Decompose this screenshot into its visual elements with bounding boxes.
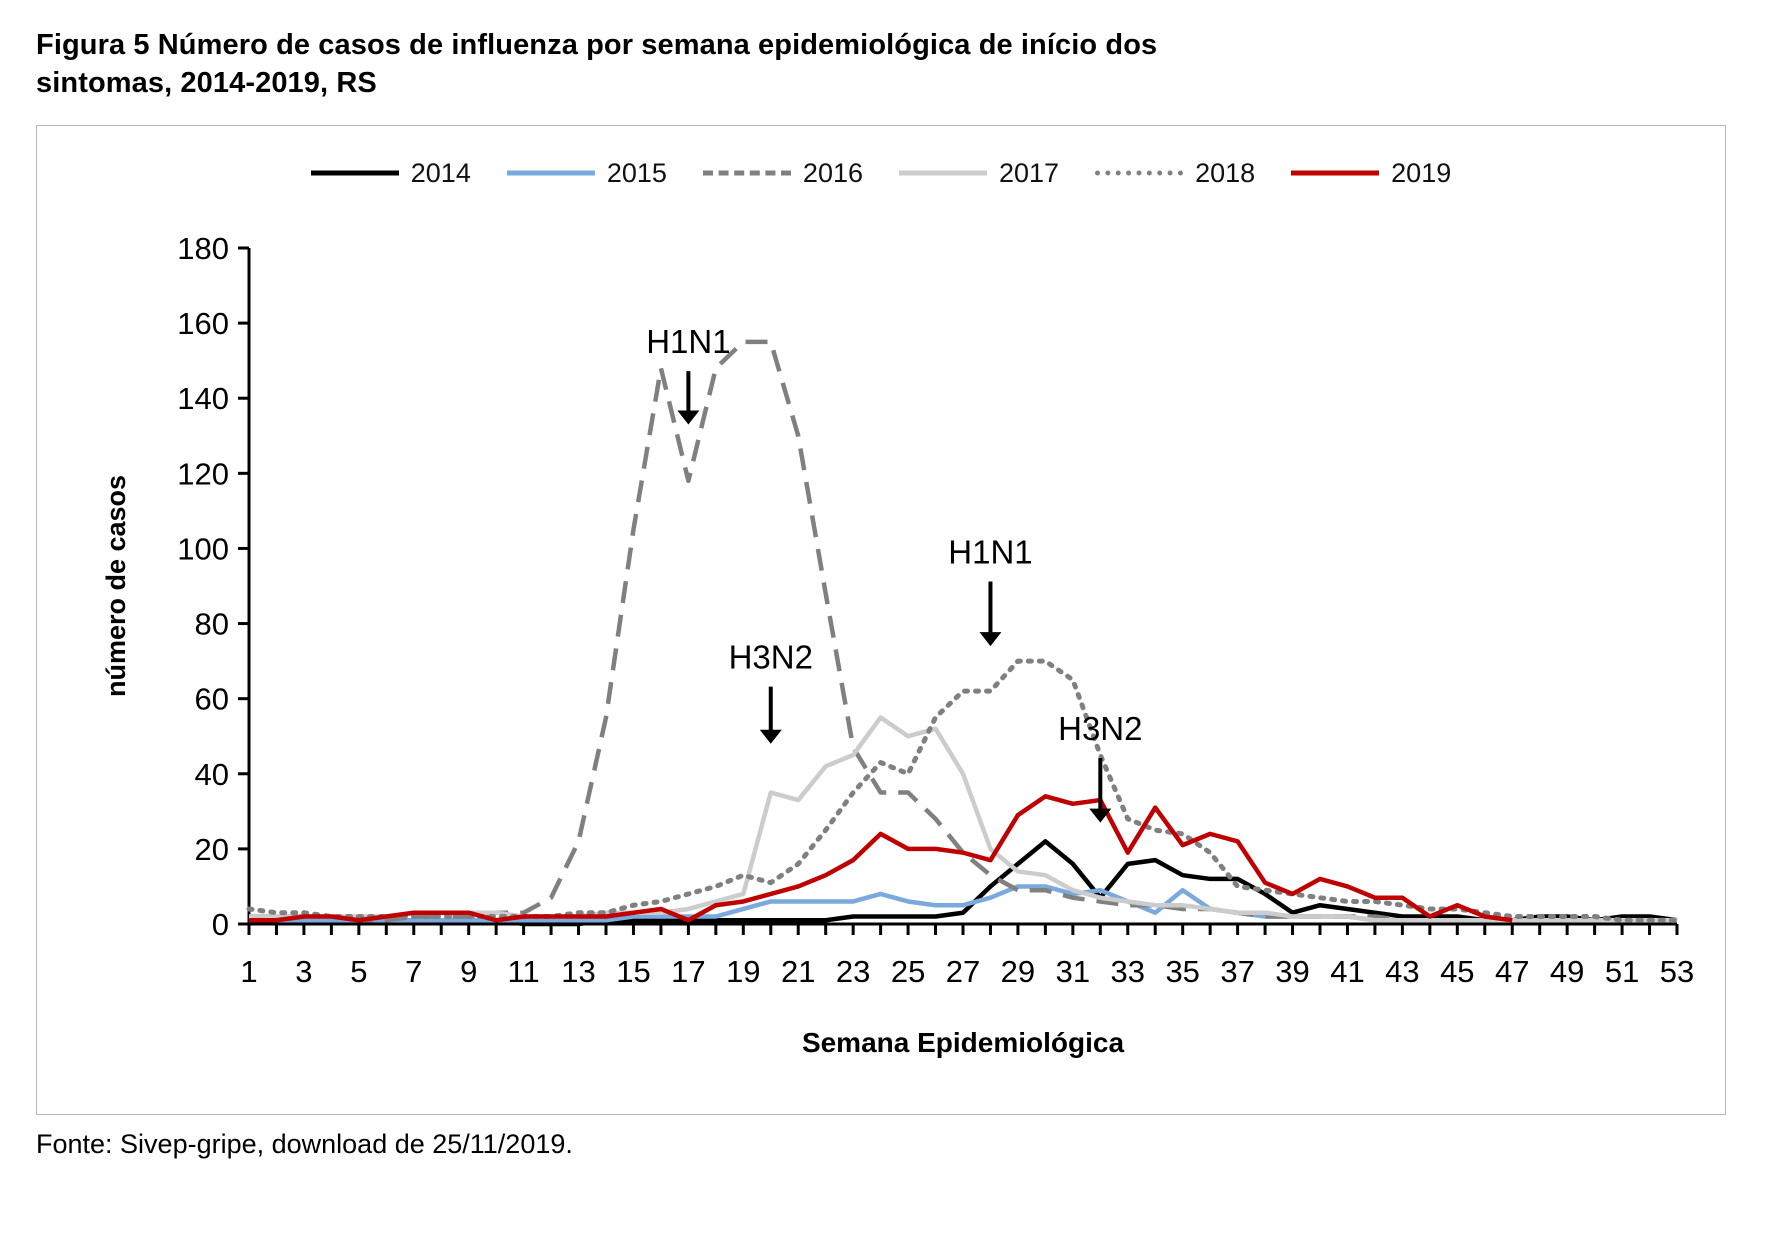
y-tick-label: 60 — [194, 681, 229, 717]
legend-item-2017 — [899, 158, 1059, 189]
figure-source: Fonte: Sivep-gripe, download de 25/11/2019. — [36, 1128, 573, 1159]
x-tick-label: 49 — [1549, 953, 1585, 989]
legend-item-2018 — [1095, 158, 1255, 189]
y-tick-label: 20 — [194, 831, 229, 867]
x-tick-label: 1 — [240, 953, 258, 989]
y-tick-label: 0 — [211, 906, 229, 942]
x-tick-label: 51 — [1604, 953, 1640, 989]
legend-key-2019 — [1291, 162, 1379, 184]
x-tick-label: 47 — [1494, 953, 1530, 989]
x-tick-label: 29 — [1000, 953, 1036, 989]
x-tick-label: 37 — [1220, 953, 1255, 989]
x-tick-label: 5 — [350, 953, 368, 989]
legend-key-2018 — [1095, 162, 1183, 184]
x-tick-label: 15 — [616, 953, 651, 989]
annotation-label: H1N1 — [646, 322, 731, 360]
y-tick-label: 140 — [177, 380, 229, 416]
figure-title-line-2: sintomas, 2014-2019, RS — [36, 67, 377, 100]
legend-label-2015: 2015 — [606, 157, 667, 188]
annotation-arrow-head — [760, 729, 782, 743]
x-tick-label: 35 — [1165, 953, 1200, 989]
x-tick-label: 33 — [1110, 953, 1146, 989]
legend-item-2019 — [1291, 158, 1451, 189]
x-tick-label: 39 — [1275, 953, 1310, 989]
y-tick-label: 40 — [194, 756, 229, 792]
annotation-label: H3N2 — [1058, 709, 1143, 747]
x-tick-label: 3 — [295, 953, 313, 989]
series-line-2016 — [249, 341, 1677, 919]
annotation-label: H1N1 — [948, 532, 1033, 570]
x-tick-label: 41 — [1330, 953, 1365, 989]
x-tick-label: 17 — [671, 953, 706, 989]
legend-key-2017 — [899, 162, 987, 184]
x-tick-label: 25 — [890, 953, 926, 989]
x-tick-label: 23 — [835, 953, 871, 989]
y-tick-label: 120 — [177, 455, 229, 491]
x-tick-label: 45 — [1440, 953, 1475, 989]
y-tick-label: 160 — [177, 305, 229, 341]
x-tick-label: 11 — [507, 953, 540, 989]
legend-key-2015 — [507, 162, 595, 184]
x-axis-label: Semana Epidemiológica — [801, 1026, 1125, 1058]
chart-legend — [37, 158, 1725, 189]
figure-title — [36, 26, 1756, 103]
x-tick-label: 27 — [945, 953, 981, 989]
annotation-arrow-head — [979, 632, 1001, 646]
legend-item-2016 — [703, 158, 863, 189]
legend-label-2014: 2014 — [410, 157, 471, 188]
legend-label-2019: 2019 — [1391, 157, 1452, 188]
legend-key-2014 — [311, 162, 399, 184]
chart-container — [36, 125, 1726, 1115]
x-tick-label: 13 — [561, 953, 596, 989]
legend-item-2015 — [507, 158, 667, 189]
legend-item-2014 — [311, 158, 471, 189]
legend-label-2018: 2018 — [1195, 157, 1256, 188]
x-tick-label: 53 — [1659, 953, 1695, 989]
series-line-2019 — [249, 796, 1512, 920]
chart-plot — [37, 126, 1725, 1114]
figure-title-line-1: Figura 5 Número de casos de influenza por semana epidemiológica de início dos — [36, 29, 1158, 61]
x-tick-label: 19 — [726, 953, 761, 989]
legend-label-2016: 2016 — [802, 157, 863, 188]
annotation-arrow-head — [677, 410, 699, 424]
x-tick-label: 7 — [405, 953, 423, 989]
y-tick-label: 100 — [177, 530, 229, 566]
legend-label-2017: 2017 — [999, 157, 1060, 188]
series-line-2018 — [249, 661, 1677, 920]
x-tick-label: 21 — [780, 953, 816, 989]
y-tick-label: 80 — [194, 606, 229, 642]
legend-key-2016 — [703, 162, 791, 184]
x-tick-label: 31 — [1055, 953, 1091, 989]
x-tick-label: 43 — [1385, 953, 1420, 989]
y-tick-label: 180 — [177, 230, 229, 266]
x-tick-label: 9 — [460, 953, 478, 989]
series-line-2017 — [249, 717, 1677, 920]
y-axis-label: número de casos — [101, 474, 131, 697]
annotation-label: H3N2 — [728, 638, 813, 676]
